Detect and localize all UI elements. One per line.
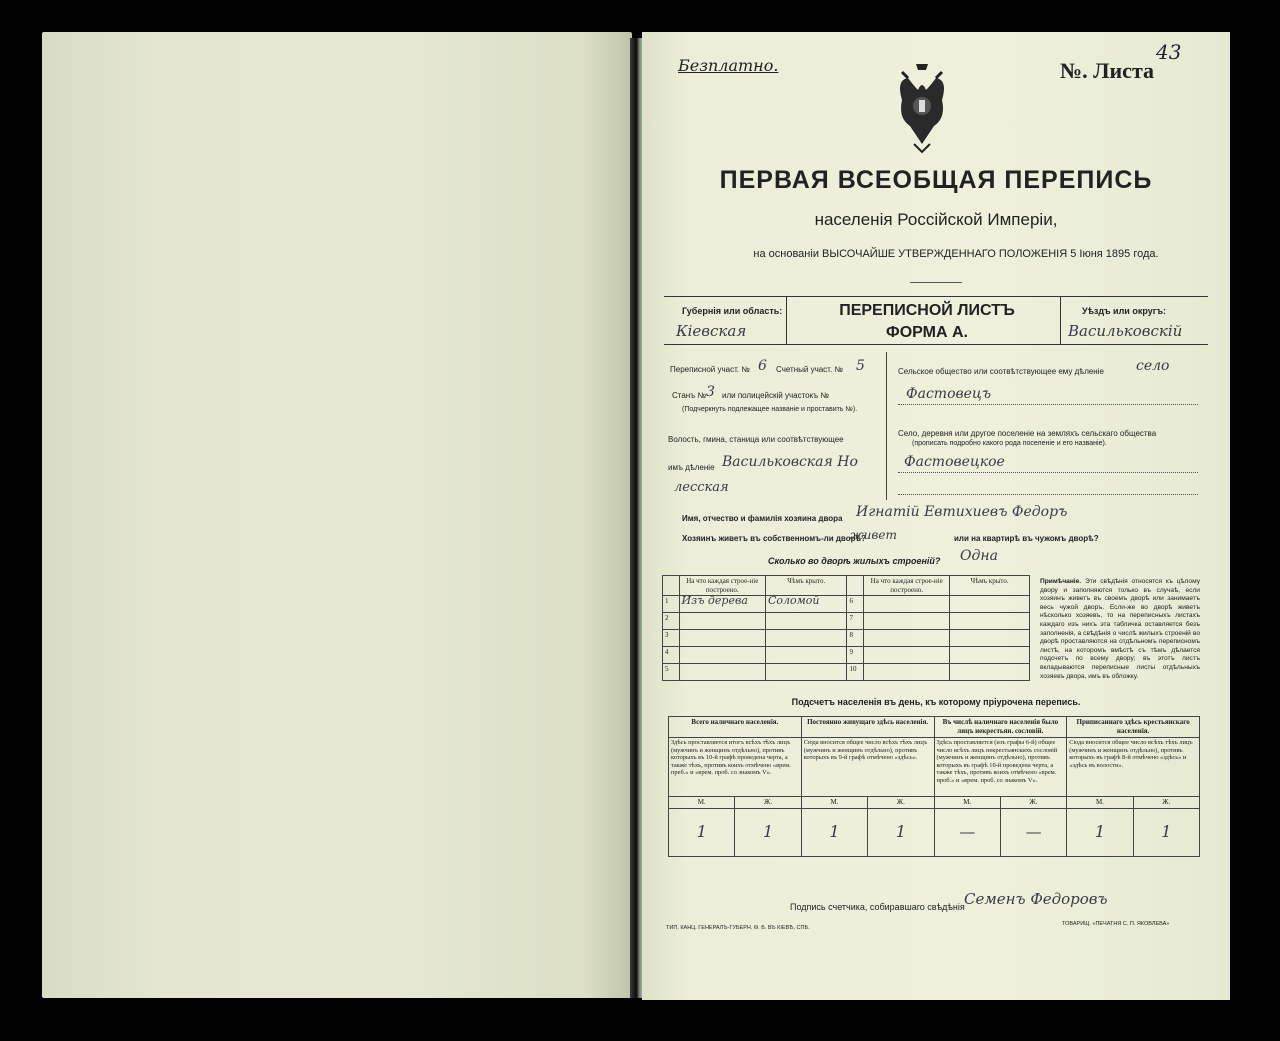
- female-label: Ж.: [868, 797, 934, 809]
- count-female: 1: [868, 808, 934, 856]
- row-number: 9: [847, 647, 864, 664]
- count-plot-label: Счетный участ. №: [776, 365, 843, 374]
- male-label: М.: [801, 797, 867, 809]
- district-value: Васильковскій: [1068, 322, 1183, 340]
- count-male: —: [934, 808, 1000, 856]
- district-label: Уѣздъ или округъ:: [1082, 306, 1167, 316]
- left-blank-page: [42, 32, 632, 998]
- summary-desc: Сюда вносится общее число всѣхъ тѣхъ лицъ (мужчинъ и женщинъ отдѣльно), противъ которыхъ въ 9-й графѣ отмѣчено «здѣсь».: [801, 738, 934, 797]
- row-number: 6: [847, 596, 864, 613]
- census-plot-label: Переписной участ. №: [670, 365, 750, 374]
- count-male: 1: [1067, 808, 1133, 856]
- female-label: Ж.: [735, 797, 801, 809]
- col-header: Чѣмъ крыто.: [950, 576, 1030, 596]
- female-label: Ж.: [1133, 797, 1199, 809]
- printer-left: ТИП. КАНЦ. ГЕНЕРАЛЪ-ГУБЕРН. Ѳ. Б. ВЪ КІЕВѢ, СПБ.: [666, 925, 810, 931]
- camp-value: 3: [706, 384, 715, 400]
- row-number: 5: [663, 664, 680, 681]
- count-female: —: [1000, 808, 1066, 856]
- summary-table: [668, 716, 1200, 857]
- row-number: 10: [847, 664, 864, 681]
- lives-label-2: или на квартирѣ въ чужомъ дворѣ?: [954, 534, 1099, 543]
- summary-head: Приписаннаго здѣсь крестьянскаго населенія.: [1067, 717, 1200, 738]
- field-line: [898, 472, 1198, 473]
- volost-value-2: лесская: [674, 480, 729, 495]
- summary-desc: Здѣсь проставляется итогъ всѣхъ тѣхъ лицъ (мужчинъ и женщинъ отдѣльно), противъ которыхъ въ 10-й графѣ проведена черта, а также тѣхъ, противъ коихъ отмѣчено «врем. преб.» и «врем. проб. со знакомъ V».: [669, 738, 802, 797]
- count-plot-value: 5: [856, 358, 865, 374]
- count-male: 1: [669, 808, 735, 856]
- summary-head: Постоянно живущаго здѣсь населенія.: [801, 717, 934, 738]
- header-rule-top: [664, 296, 1208, 297]
- camp-note: (Подчеркнуть подлежащее названіе и проставить №).: [682, 406, 858, 413]
- header-rule-bottom: [664, 344, 1208, 345]
- free-label: Безплатно.: [678, 56, 779, 75]
- society-label: Сельское общество или соотвѣтствующее ему дѣленіе: [898, 367, 1104, 376]
- form-type-letter: ФОРМА А.: [886, 324, 968, 341]
- row-number: 8: [847, 630, 864, 647]
- sheet-number-value: 43: [1156, 40, 1182, 64]
- society-value-2: Фастовецъ: [906, 386, 992, 402]
- signature-label: Подпись счетчика, собиравшаго свѣдѣнія: [790, 902, 965, 912]
- divider: [786, 296, 787, 344]
- col-header: Чѣмъ крыто.: [766, 576, 847, 596]
- note-block: [1040, 578, 1200, 681]
- summary-desc: Здѣсь проставляется (изъ графы 6-й) общее число всѣхъ лицъ некрестьянскихъ сословій (мужчинъ и женщинъ отдѣльно), противъ которыхъ въ графѣ 10-й проведена черта, а также тѣхъ, противъ коихъ отмѣчено «врем. проб.» и «врем. проб. со знакомъ V».: [934, 738, 1067, 797]
- col-header: На что каждая строе-ніе построено.: [679, 576, 765, 596]
- field-line: [898, 494, 1198, 495]
- female-label: Ж.: [1000, 797, 1066, 809]
- row1-roof: Соломой: [766, 596, 847, 613]
- owner-label: Имя, отчество и фамилія хозяина двора: [682, 514, 843, 523]
- census-plot-value: 6: [758, 358, 767, 374]
- summary-head: Всего наличнаго населенія.: [669, 717, 802, 738]
- note-title: Примѣчаніе.: [1040, 578, 1082, 585]
- count-female: 1: [1133, 808, 1199, 856]
- volost-label-2: имъ дѣленіе: [668, 463, 715, 472]
- buildings-value: Одна: [960, 548, 998, 564]
- field-line: [898, 404, 1198, 405]
- volost-label: Волость, гмина, станица или соотвѣтствующее: [668, 435, 844, 444]
- row-number: 7: [847, 613, 864, 630]
- male-label: М.: [1067, 797, 1133, 809]
- summary-head: Въ числѣ наличнаго населенія было лицъ некрестьян. сословій.: [934, 717, 1067, 738]
- buildings-table: [662, 575, 1030, 681]
- row-number: 2: [663, 613, 680, 630]
- double-headed-eagle-emblem: [894, 60, 950, 156]
- row-number: 3: [663, 630, 680, 647]
- lives-value: живет: [850, 528, 897, 542]
- fields-column-divider: [886, 352, 887, 500]
- row1-material: Изъ дерева: [679, 596, 765, 613]
- ornament-divider: [910, 282, 962, 283]
- sheet-number-label: №. Листа: [1060, 58, 1155, 83]
- owner-value: Игнатій Евтихиевъ Федоръ: [856, 504, 1068, 520]
- printer-right: ТОВАРИЩ. «ПЕЧАТНЯ С. П. ЯКОВЛЕВА»: [1062, 921, 1170, 927]
- note-text: Эти свѣдѣнія относятся къ цѣлому двору и заполняются только въ случаѣ, если хозяинъ живетъ въ своемъ дворѣ или занимаетъ весь чужой дворъ. Если-же во дворѣ живетъ нѣсколько хозяевъ, то на переписныхъ листахъ каждаго изъ нихъ эта табличка оставляется безъ заполненія, а свѣдѣнія о числѣ жилыхъ строеній во дворѣ проставляются на отдѣльномъ переписномъ листѣ, на которомъ вмѣстѣ съ тѣмъ дѣлается подсчетъ по всему двору; въ этотъ листъ вкладываются переписные листы отдѣльныхъ хозяевъ двора, имъ въ обложку.: [1040, 578, 1200, 680]
- volost-value: Васильковская Но: [722, 454, 858, 470]
- signature-value: Семенъ Федоровъ: [964, 890, 1108, 908]
- lives-label: Хозяинъ живетъ въ собственномъ-ли дворѣ?: [682, 534, 867, 543]
- census-form-page: [642, 32, 1230, 1000]
- row-number: 1: [663, 596, 680, 613]
- summary-title: Подсчетъ населенія въ день, къ которому пріурочена перепись.: [791, 697, 1081, 707]
- count-male: 1: [801, 808, 867, 856]
- legal-basis: на основаніи ВЫСОЧАЙШЕ УТВЕРЖДЕННАГО ПОЛОЖЕНІЯ 5 Іюня 1895 года.: [753, 248, 1159, 260]
- police-plot-label: или полицейскій участокъ №: [722, 391, 829, 400]
- summary-desc: Сюда вносится общее число всѣхъ тѣхъ лицъ (мужчинъ и женщинъ отдѣльно), противъ которыхъ въ графѣ 8-й отмѣчено «здѣсь» и «здѣсь въ волости».: [1067, 738, 1200, 797]
- count-female: 1: [735, 808, 801, 856]
- col-header: На что каждая строе-ніе построено.: [864, 576, 950, 596]
- village-value: Фастовецкое: [904, 454, 1005, 470]
- male-label: М.: [669, 797, 735, 809]
- form-type-title: ПЕРЕПИСНОЙ ЛИСТЪ: [839, 302, 1015, 319]
- form-subtitle: населенія Россійской Имперіи,: [814, 210, 1058, 229]
- province-value: Кіевская: [676, 322, 747, 340]
- row-number: 4: [663, 647, 680, 664]
- camp-label: Станъ №: [672, 391, 707, 400]
- province-label: Губернія или область:: [682, 306, 783, 316]
- buildings-label: Сколько во дворѣ жилыхъ строеній?: [768, 556, 941, 566]
- society-value: село: [1136, 358, 1170, 374]
- male-label: М.: [934, 797, 1000, 809]
- village-note: (прописать подробно какого рода поселеніе и его названіе).: [912, 440, 1107, 447]
- village-label: Село, деревня или другое поселеніе на земляхъ сельскаго общества: [898, 429, 1157, 438]
- divider: [1060, 296, 1061, 344]
- form-title: ПЕРВАЯ ВСЕОБЩАЯ ПЕРЕПИСЬ: [719, 166, 1153, 194]
